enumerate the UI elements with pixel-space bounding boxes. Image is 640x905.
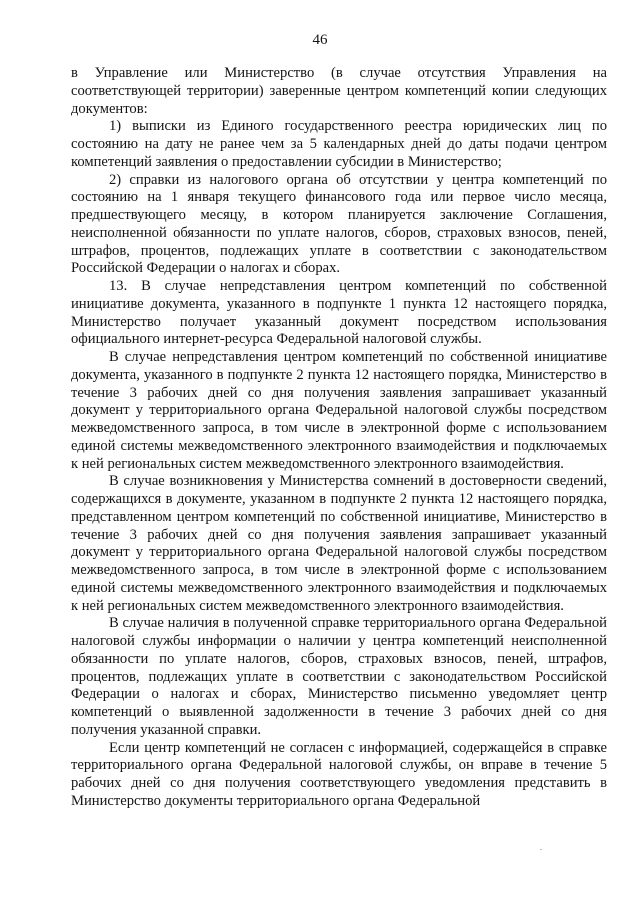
paragraph-13-3: В случае возникновения у Министерства сомнений в достоверности сведений, содержащихся в документе, указанном в подпункте 2 пункта 12 настоящего порядка, представленном центром компетенций по собственной инициативе, Министерство в течение 3 рабочих дней со дня получения заявления запрашивает указанный документ у территориального органа Федеральной налоговой службы посредством межведомственного запроса, в том числе в электронной форме с использованием единой системы межведомственного электронного взаимодействия и подключаемых к ней региональных систем межведомственного электронного взаимодействия. [71, 473, 607, 614]
page-number: 46 [312, 32, 328, 48]
document-body [71, 65, 607, 811]
paragraph-13-5: Если центр компетенций не согласен с информацией, содержащейся в справке территориального органа Федеральной налоговой службы, он вправе в течение 5 рабочих дней со дня получения соответствующего уведомления представить в Министерство документы территориального органа Федеральной [71, 739, 607, 809]
paragraph-intro: в Управление или Министерство (в случае отсутствия Управления на соответствующей территории) заверенные центром компетенций копии следующих документов: [71, 65, 607, 117]
paragraph-13-2: В случае непредставления центром компетенций по собственной инициативе документа, указанного в подпункте 2 пункта 12 настоящего порядка, Министерство в течение 3 рабочих дней со дня получения заявления запрашивает указанный документ у территориального органа Федеральной налоговой службы посредством межведомственного запроса, в том числе в электронной форме с использованием единой системы межведомственного электронного взаимодействия и подключаемых к ней региональных систем межведомственного электронного взаимодействия. [71, 349, 607, 472]
paragraph-13-4: В случае наличия в полученной справке территориального органа Федеральной налоговой службы информации о наличии у центра компетенций неисполненной обязанности по уплате налогов, сборов, страховых взносов, пеней, штрафов, процентов, подлежащих уплате в соответствии с законодательством Российской Федерации о налогах и сборах, Министерство письменно уведомляет центр компетенций о выявленной задолженности в течение 3 рабочих дней со дня получения указанной справки. [71, 615, 607, 738]
scan-artifact [540, 849, 542, 850]
paragraph-13: 13. В случае непредставления центром компетенций по собственной инициативе документа, указанного в подпункте 1 пункта 12 настоящего порядка, Министерство получает указанный документ посредством использования официального интернет-ресурса Федеральной налоговой службы. [71, 278, 607, 348]
paragraph-item-2: 2) справки из налогового органа об отсутствии у центра компетенций по состоянию на 1 января текущего финансового года или первое число месяца, предшествующего месяцу, в котором планируется заключение Соглашения, неисполненной обязанности по уплате налогов, сборов, страховых взносов, пеней, штрафов, процентов, подлежащих уплате в соответствии с законодательством Российской Федерации о налогах и сборах. [71, 171, 607, 277]
paragraph-item-1: 1) выписки из Единого государственного реестра юридических лиц по состоянию на дату не ранее чем за 5 календарных дней до даты подачи центром компетенций заявления о предоставлении субсидии в Министерство; [71, 118, 607, 170]
